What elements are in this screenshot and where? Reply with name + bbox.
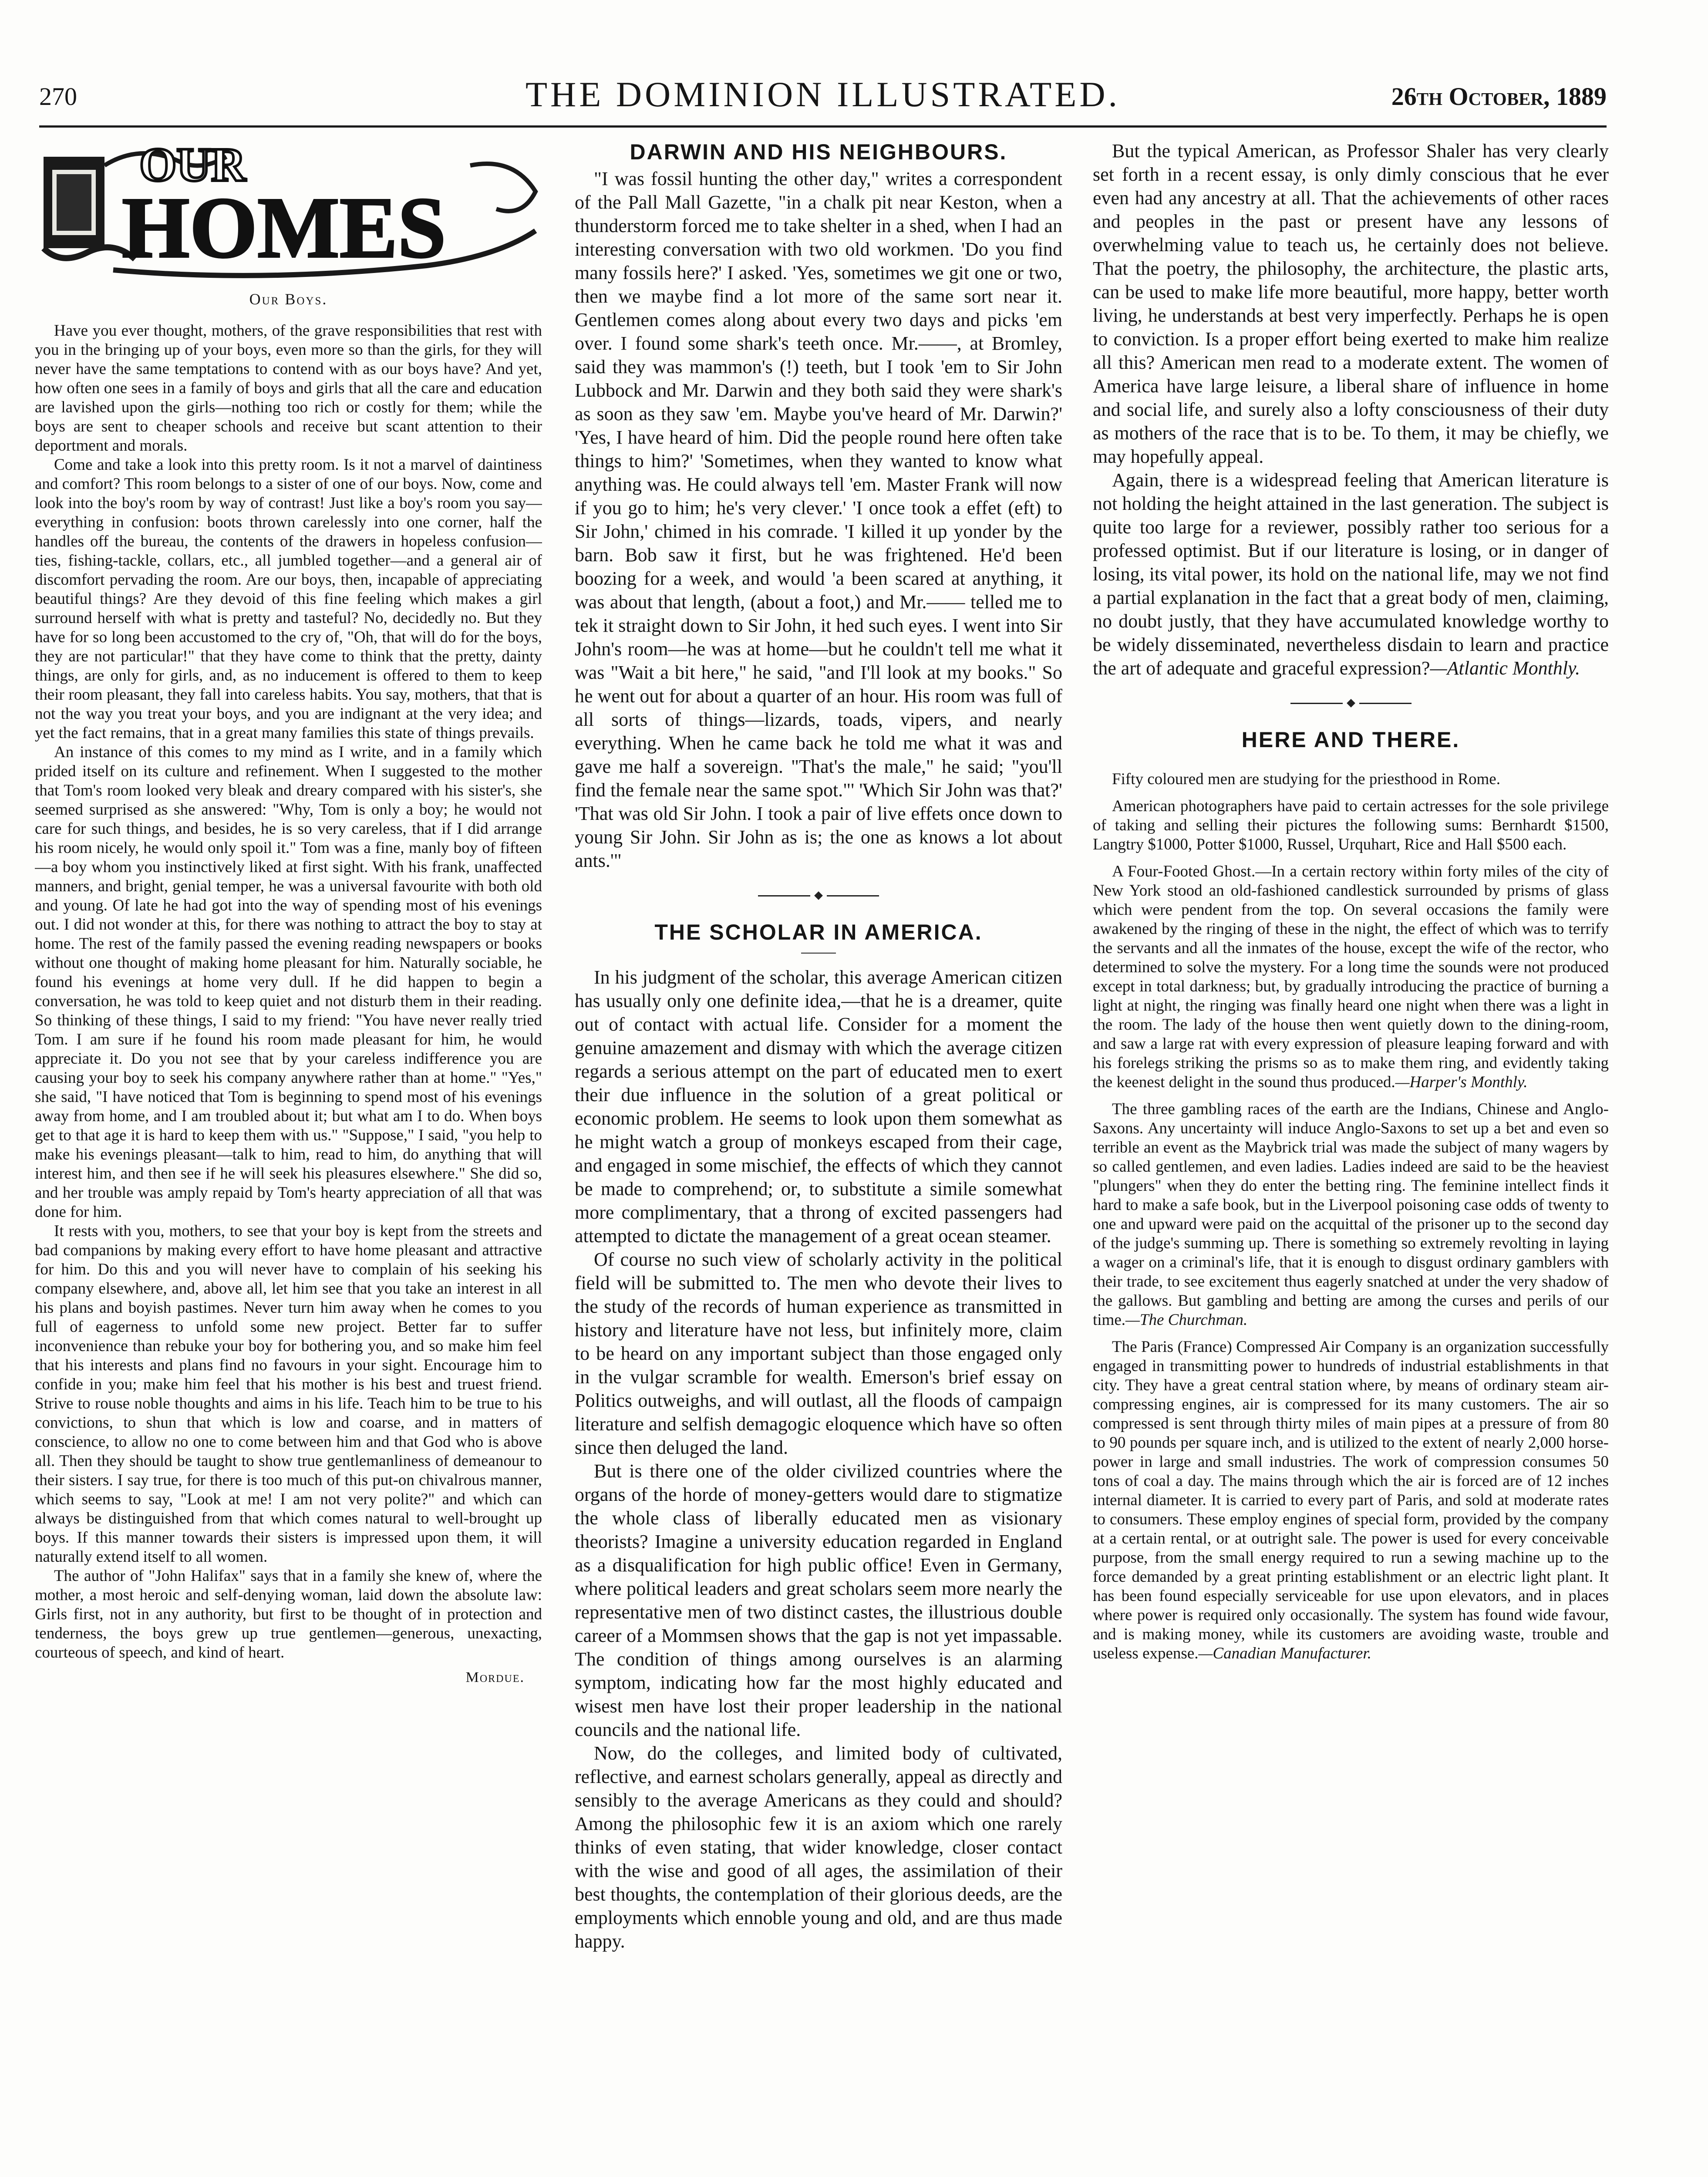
our-boys-subhead: Our Boys. [249, 290, 328, 308]
scholar-title: THE SCHOLAR IN AMERICA. [654, 920, 983, 944]
scholar-continued [1093, 139, 1609, 680]
here-and-there-title: HERE AND THERE. [1241, 728, 1460, 752]
news-item: Fifty coloured men are studying for the priesthood in Rome. [1112, 770, 1500, 788]
scholar-source: —Atlantic Monthly. [1430, 657, 1580, 679]
darwin-body [575, 167, 1062, 873]
paragraph: Again, there is a widespread feeling that American literature is not holding the height attained in the last generation. The subject is quite too large for a reviewer, possibly rather too serious for a professed optimist. But if our literature is losing, or in danger of losing, its vital power, its hold on the national life, may we not find a partial explanation in the fact that a great body of men, claiming, no doubt justly, that they have accumulated knowledge worthy to be widely disseminated, nevertheless disdain to learn and practice the art of adequate and graceful expression?—Atlantic Monthly. [1093, 469, 1609, 679]
paragraph: Of course no such view of scholarly activity in the political field will be submitted to. The men who devote their lives to the study of the records of human experience as transmitted in history and literature have not less, but infinitely more, claim to be heard on any important subject than those engaged only in the vulgar scramble for wealth. Emerson's brief essay on Politics outweighs, and will outlast, all the floods of campaign literature and selfish demagogic eloquence which have so often since then deluged the land. [575, 1249, 1062, 1458]
issue-date: 26th October, 1889 [1391, 82, 1607, 111]
our-homes-logo [35, 139, 542, 283]
paragraph: Have you ever thought, mothers, of the grave responsibilities that rest with you in the bringing up of your boys, even more so than the girls, for they will never have the same temptations to contend with as our boys have? And yet, how often one sees in a family of boys and girls that all the care and education are lavished upon the girls—nothing too rich or costly for them; while the boys are sent to cheaper schools and receive but scant attention to their deportment and morals. [35, 322, 542, 455]
paragraph: In his judgment of the scholar, this average American citizen has usually only one definite idea,—that he is a dreamer, quite out of contact with actual life. Consider for a moment the genuine amazement and dismay with which the average citizen regards a serious attempt on the part of educated men to exert their due influence in the solution of a great political or economic problem. He seems to look upon them somewhat as he might watch a group of monkeys escaped from their cage, and engaged in some mischief, the effects of which they cannot be made to comprehend; or, to substitute a simile somewhat more complimentary, that a throng of excited passengers had attempted to dictate the management of a great ocean steamer. [575, 967, 1062, 1247]
paragraph: But the typical American, as Professor Shaler has very clearly set forth in a recent essay, is only dimly conscious that he ever even had any ancestry at all. That the achievements of other races and peoples in the past or present have any lessons of overwhelming value to teach us, he certainly does not believe. That the poetry, the philosophy, the architecture, the plastic arts, can be used to make life more beautiful, more happy, better worth living, he understands at best very imperfectly. Perhaps he is open to conviction. Is a proper effort being exerted to make him realize all this? American men read to a moderate extent. The women of America have large leisure, a liberal share of influence in home and social life, and surely also a lofty consciousness of their duty as mothers of the race that is to be. To them, it may be chiefly, we may hopefully appeal. [1093, 140, 1609, 467]
darwin-title: DARWIN AND HIS NEIGHBOURS. [630, 140, 1007, 164]
news-item: A Four-Footed Ghost.—In a certain rectory within forty miles of the city of New York stood an old-fashioned candlestick surrounded by prisms of glass which were pendent from the top. On several occasions the family were awakened by the ringing of these in the night, the effect of which was to terrify the servants and all the inmates of the house, except the wife of the rector, who determined to solve the mystery. For a long time the sounds were not produced except in total darkness; but, by gradually introducing the practice of burning a light at night, the ringing was finally heard one night when there was a light in the room. The lady of the house then went quietly down to the dining-room, and saw a large rat with every expression of pleasure leaping forward and with his forelegs striking the prisms so as to make them ring, and evidently taking the keenest delight in the sound thus produced.—Harper's Monthly. [1093, 863, 1609, 1091]
paragraph: An instance of this comes to my mind as I write, and in a family which prided itself on its culture and refinement. When I suggested to the mother that Tom's room looked very bleak and dreary compared with his sister's, she seemed surprised as she answered: "Why, Tom is only a boy; he would not care for such things, and besides, he is so very careless, that if I did arrange his room nicely, he would only spoil it." Tom was a fine, manly boy of fifteen—a boy whom you instinctively liked at first sight. With his frank, unaffected manners, and bright, genial temper, he was a universal favourite with both old and young. Of late he had got into the way of spending most of his evenings out. I did not wonder at this, for there was nothing to attract the boy to stay at home. The rest of the family passed the evening reading newspapers or books without one thought of making home pleasant for him. Naturally sociable, he found his evenings at home very dull. If he did happen to begin a conversation, he was told to keep quiet and not disturb them in their reading. So thinking of these things, I said to my friend: "You have never really tried Tom. I am sure if he found his room made pleasant for him, he would appreciate it. Do you not see that by your careless indifference you are causing your boy to seek his company anywhere rather than at home." "Yes," she said, "I have noticed that Tom is beginning to spend most of his evenings away from home, and I am troubled about it; but what am I to do. When boys get to that age it is hard to keep them with us." "Suppose," I said, "you help to make his evenings pleasant—talk to him, read to him, do anything that will interest him, and then see if he will seek his pleasures elsewhere." She did so, and her trouble was amply repaid by Tom's hearty appreciation of all that was done for him. [35, 743, 542, 1221]
here-and-there-body [1093, 770, 1609, 1663]
header-rule [39, 125, 1607, 128]
section-divider [1093, 699, 1609, 707]
svg-text:OUR: OUR [139, 139, 246, 191]
item-source: —The Churchman. [1125, 1311, 1248, 1329]
paragraph: The author of "John Halifax" says that in a family she knew of, where the mother, a most heroic and self-denying woman, laid down the absolute law: Girls first, not in any authority, but first to be thought of in protection and tenderness, the boys grew up true gentlemen—generous, unexacting, courteous of speech, and kind of heart. [35, 1567, 542, 1661]
svg-text:HOMES: HOMES [122, 180, 446, 276]
paragraph: It rests with you, mothers, to see that your boy is kept from the streets and bad companions by making every effort to have home pleasant and attractive for him. Do this and you will never have to complain of his seeking his company elsewhere, and, above all, let him see that you take an interest in all his plans and boyish pastimes. Never turn him away when he comes to you full of eagerness to unfold some new project. Better far to suffer inconvenience than rebuke your boy for bothering you, and so make him feel that his interests and plans find no favours in your sight. Encourage him to confide in you; make him feel that his mother is his best and truest friend. Strive to rouse noble thoughts and aims in his life. Teach him to be true to his convictions, to shun that which is low and coarse, and in matters of conscience, to allow no one to come between him and that God who is above all. Then they should be taught to show true gentlemanliness of demeanour to their sisters. I say true, for there is too much of this put-on chivalrous manner, which seems to say, "Look at me! I am not very polite?" and which can always be distinguished from that which comes natural to well-brought up boys. If this manner towards their sisters is impressed upon them, it will naturally extend itself to all women. [35, 1222, 542, 1566]
news-item: American photographers have paid to certain actresses for the sole privilege of taking and selling their pictures the following sums: Bernhardt $1500, Langtry $1000, Potter $1000, Russel, Urquhart, Rice and Hall $500 each. [1093, 797, 1609, 853]
paragraph: But is there one of the older civilized countries where the organs of the horde of money-getters would dare to stigmatize the whole class of liberally educated men as visionary theorists? Imagine a university education regarded in England as a disqualification for high public office! Even in Germany, where political leaders and great scholars seem more nearly the representative men of two distinct castes, the illustrious double career of a Mommsen shows that the gap is not yet impassable. The condition of things among ourselves is an alarming symptom, indicating how far the most highly educated and wisest men have lost their proper leadership in the national councils and the national life. [575, 1460, 1062, 1740]
title-rule [575, 949, 1062, 957]
news-item: The three gambling races of the earth are the Indians, Chinese and Anglo-Saxons. Any uncertainty will induce Anglo-Saxons to set up a bet and even so terrible an event as the Maybrick trial was made the subject of many wagers by so called gentlemen, and even ladies. Ladies indeed are said to be the heaviest "plungers" when they do enter the betting ring. The feminine intellect finds it hard to make a safe book, but in the Liverpool poisoning case odds of twenty to one and upward were paid on the acquittal of the prisoner up to the second day of the judge's summing up. There is something so extremely revolting in laying a wager on a criminal's life, that it is enough to disgust ordinary gamblers with their trade, to see excitement thus eagerly snatched at under the very shadow of the gallows. But gambling and betting are among the curses and perils of our time.—The Churchman. [1093, 1100, 1609, 1329]
our-boys-body [35, 321, 542, 1662]
paragraph: Come and take a look into this pretty room. Is it not a marvel of daintiness and comfort? This room belongs to a sister of one of our boys. Now, come and look into the boy's room by way of contrast! Just like a boy's room you say—everything in confusion: boots thrown carelessly into one corner, half the handles off the bureau, the contents of the drawers in hopeless confusion—ties, fishing-tackle, collars, etc., all jumbled together—and a general air of discomfort pervading the room. Are our boys, then, incapable of appreciating beautiful things? Are they devoid of this fine feeling which makes a girl surround herself with what is pretty and tasteful? No, decidedly no. But they have for so long been accustomed to the cry of, "Oh, that will do for the boys, they are not particular!" that they have come to think that the pretty, dainty things, are only for girls, and, as no inducement is offered to them to keep their room pleasant, they fall into careless habits. You say, mothers, that that is not the way you treat your boys, and you are indignant at the very idea; and yet the fact remains, that in a great many families this state of things prevails. [35, 456, 542, 742]
page-number: 270 [39, 82, 77, 111]
item-source: —Canadian Manufacturer. [1198, 1645, 1371, 1662]
column-center [575, 139, 1062, 1953]
masthead: THE DOMINION ILLUSTRATED. [525, 74, 1121, 114]
column-our-homes [35, 139, 542, 1686]
column-right [1093, 139, 1609, 1663]
item-source: —Harper's Monthly. [1395, 1073, 1528, 1091]
news-item: The Paris (France) Compressed Air Company is an organization successfully engaged in transmitting power to hundreds of industrial establishments in that city. They have a great central station where, by means of ordinary steam air-compressing engines, air is compressed for its many customers. The air so compressed is sent through thirty miles of main pipes at a pressure of from 80 to 90 pounds per square inch, and is utilized to the extent of nearly 2,000 horse-power in large and small industries. The work of compression consumes 50 tons of coal a day. The mains through which the air is forced are of 12 inches internal diameter. It is carried to every part of Paris, and sold at moderate rates to consumers. These employ engines of special form, provided by the company at a certain rental, or at outright sale. The power is used for every conceivable purpose, from the small energy required to run a sewing machine up to the force demanded by a great printing establishment or an electric light plant. It has been found especially serviceable for use upon elevators, and in places where power is required only occasionally. The system has found wide favour, and is making money, while its customers are avoiding waste, trouble and useless expense.—Canadian Manufacturer. [1093, 1338, 1609, 1662]
scholar-body [575, 966, 1062, 1953]
paragraph: Now, do the colleges, and limited body of cultivated, reflective, and earnest scholars generally, appeal as directly and sensibly to the average Americans as they could and should? Among the philosophic few it is an axiom which one rarely thinks of even stating, that wider knowledge, closer contact with the wise and good of all ages, the assimilation of their best thoughts, the contemplation of their glorious deeds, are the employments which ennoble young and old, and are thus made happy. [575, 1742, 1062, 1952]
section-divider [575, 892, 1062, 900]
author-signature: Mordue. [465, 1669, 525, 1685]
page-header [39, 74, 1607, 122]
paragraph: "I was fossil hunting the other day," writes a correspondent of the Pall Mall Gazette, "in a chalk pit near Keston, when a thunderstorm forced me to take shelter in a shed, when I had an interesting conversation with two old workmen. 'Do you find many fossils here?' I asked. 'Yes, sometimes we git one or two, then we maybe find a lot more of the same sort near it. Gentlemen comes along about every two days and picks 'em over. I found some shark's teeth once. Mr.——, at Bromley, said they was mammon's (!) teeth, but I took 'em to Sir John Lubbock and Mr. Darwin and they both said they were shark's as soon as they saw 'em. Maybe you've heard of Mr. Darwin?' 'Yes, I have heard of him. Did the people round here often take things to him?' 'Sometimes, when they wanted to know what anything was. He could always tell 'em. Master Frank will now if you go to him; he's very clever.' 'I once took a effet (eft) to Sir John,' chimed in his comrade. 'I killed it up yonder by the barn. Bob saw it first, but he was frightened. He'd been boozing for a week, and would 'a been scared at anything, it was about that length, (about a foot,) and Mr.—— telled me to tek it straight down to Sir John, it hed such eyes. I went into Sir John's room—he was at home—but he couldn't tell me what it was "Wait a bit here," he said, "and I'll look at my books." So he went out for about a quarter of an hour. His room was full of all sorts of things—lizards, toads, vipers, and nearly everything. When he came back he told me what it was and gave me half a sovereign. "That's the male," he said; "you'll find the female near the same spot."' 'Which Sir John was that?' 'That was old Sir John. I took a pair of live effets once down to young Sir John. Sir John as is; the one as knows a lot about ants.'" [575, 168, 1062, 871]
